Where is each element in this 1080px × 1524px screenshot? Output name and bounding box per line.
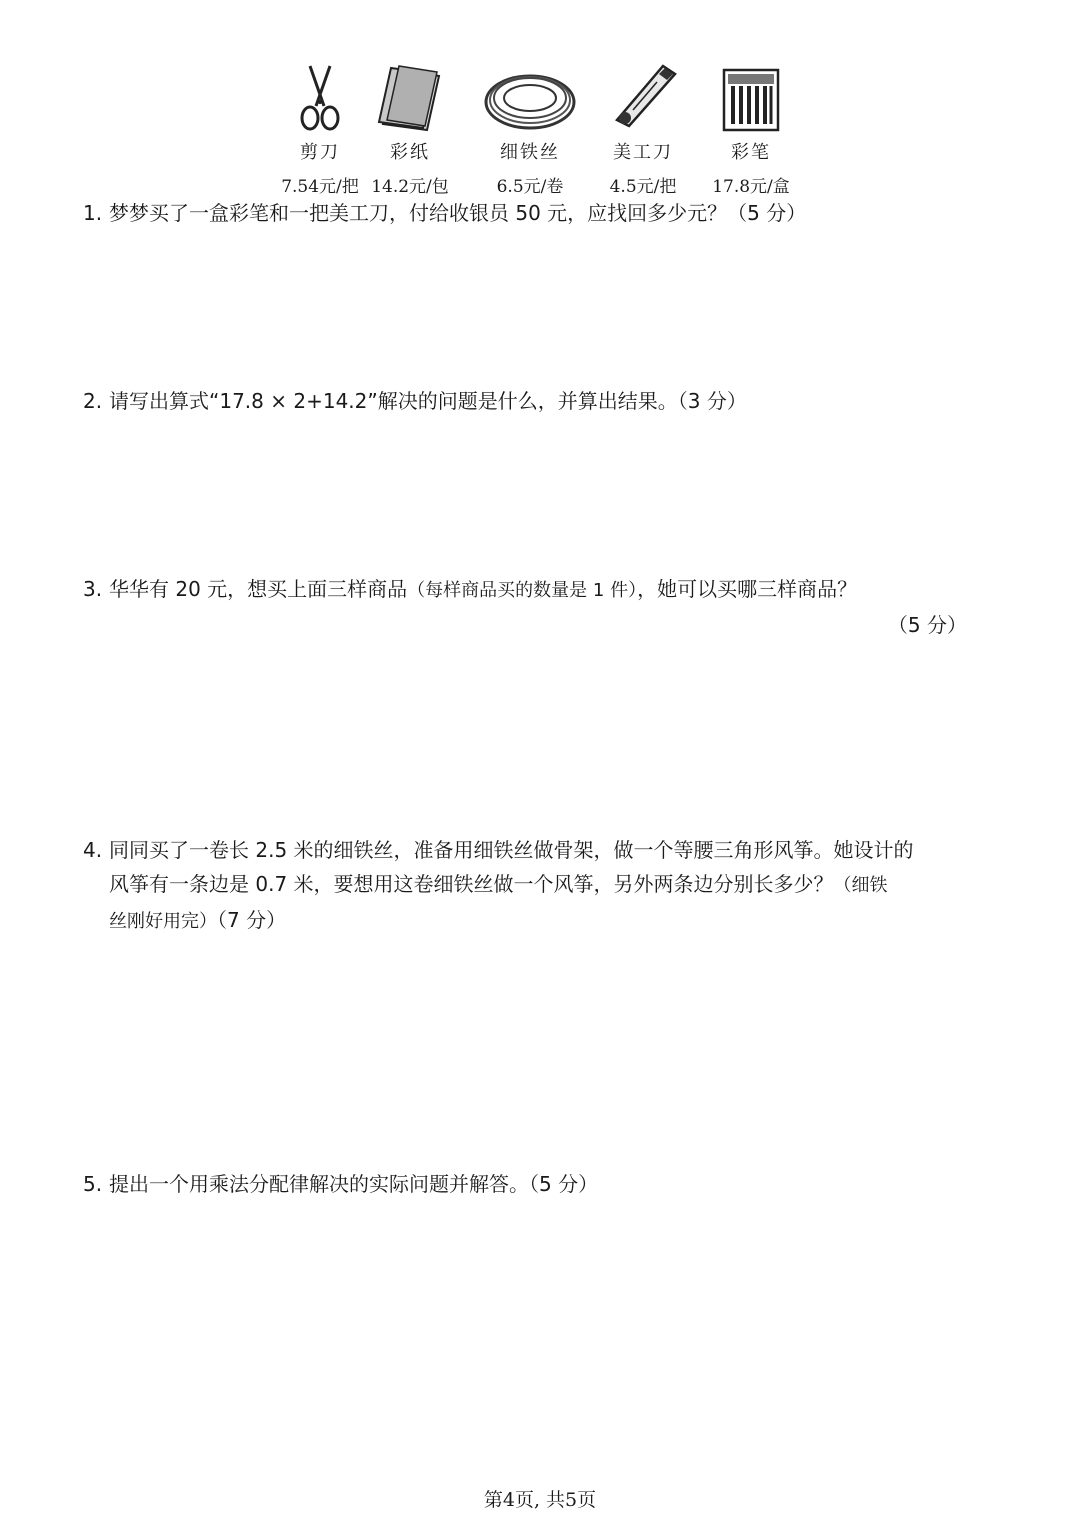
product-name: 剪刀	[300, 142, 340, 163]
question-number: 3.	[83, 577, 103, 601]
product-price: 4.5元/把	[609, 177, 677, 197]
question-number: 1.	[83, 201, 103, 225]
question-text-end: ，她可以买哪三样商品？	[637, 577, 858, 601]
question-note-continued: 丝刚好用完）	[109, 911, 217, 932]
wire-coil-icon	[482, 66, 578, 132]
question-note: （每样商品买的数量是 1 件）	[407, 580, 638, 601]
scissors-icon	[290, 64, 350, 132]
product-name: 美工刀	[613, 142, 673, 163]
product-name: 彩笔	[731, 142, 771, 163]
question-number: 4.	[83, 838, 103, 862]
question-note: （细铁	[833, 875, 888, 896]
product-wire	[475, 60, 585, 197]
product-price-list	[0, 60, 1080, 200]
page-footer: 第4页, 共5页	[483, 1489, 597, 1511]
question-text: 请写出算式“17.8 × 2+14.2”解决的问题是什么，并算出结果。（3 分）	[109, 389, 747, 413]
question-4	[83, 833, 983, 939]
question-number: 5.	[83, 1172, 103, 1196]
question-number: 2.	[83, 389, 103, 413]
product-name: 细铁丝	[500, 142, 560, 163]
product-color-pens	[696, 60, 806, 197]
product-price: 17.8元/盒	[712, 177, 790, 197]
question-text-line2: 风筝有一条边是 0.7 米，要想用这卷细铁丝做一个风筝，另外两条边分别长多少？	[109, 872, 834, 896]
product-utility-knife	[588, 60, 698, 197]
question-5	[83, 1167, 983, 1201]
question-1	[83, 196, 983, 230]
question-text: 梦梦买了一盒彩笔和一把美工刀，付给收银员 50 元，应找回多少元？（5 分）	[109, 201, 807, 225]
product-price: 14.2元/包	[371, 177, 449, 197]
question-score: （7 分）	[217, 908, 287, 932]
question-3	[83, 572, 983, 642]
question-text: 提出一个用乘法分配律解决的实际问题并解答。（5 分）	[109, 1172, 599, 1196]
color-pens-box-icon	[722, 68, 780, 132]
product-price: 7.54元/把	[281, 177, 359, 197]
colored-paper-icon	[377, 64, 443, 132]
product-colored-paper	[355, 60, 465, 197]
utility-knife-icon	[607, 64, 679, 132]
product-price: 6.5元/卷	[496, 177, 564, 197]
question-2	[83, 384, 983, 418]
question-text-line1: 同同买了一卷长 2.5 米的细铁丝，准备用细铁丝做骨架，做一个等腰三角形风筝。她设计的	[109, 838, 914, 862]
question-text: 华华有 20 元，想买上面三样商品	[109, 577, 408, 601]
question-score: （5 分）	[887, 613, 967, 637]
product-name: 彩纸	[390, 142, 430, 163]
